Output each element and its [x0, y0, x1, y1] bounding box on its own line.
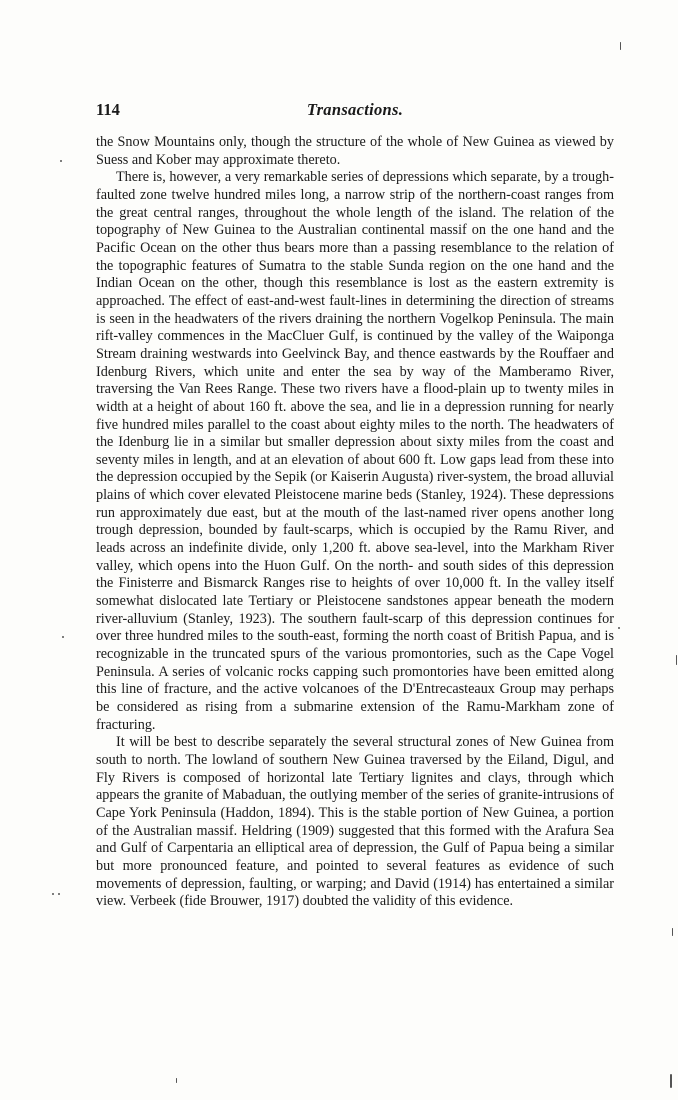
- page-number: 114: [96, 100, 120, 119]
- paragraph-continuation: the Snow Mountains only, though the structure of the whole of New Guinea as viewed by Suess and Kober may approximate thereto.: [96, 134, 614, 168]
- page-header: [96, 100, 614, 124]
- paragraph-structural-zones: It will be best to describe separately the several structural zones of New Guinea from south to north. The lowland of southern New Guinea traversed by the Eiland, Digul, and Fly Rivers is composed of horizontal late Tertiary lignites and clays, through which appears the granite of Mabaduan, the outlying member of the series of granite-intrusions of Cape York Peninsula (Haddon, 1894). This is the stable portion of New Guinea, a portion of the Australian massif. Heldring (1909) suggested that this formed with the Arafura Sea and Gulf of Carpentaria an elliptical area of depression, the Gulf of Papua being a similar but more pronounced feature, and pointed to several features as evidence of such movements of depression, faulting, or warping; and David (1914) has entertained a similar view. Verbeek (fide Brouwer, 1917) doubted the validity of this evidence.: [96, 734, 614, 910]
- body-text: [96, 134, 614, 911]
- running-title: Transactions.: [306, 100, 404, 119]
- paragraph-depressions: There is, however, a very remarkable series of depressions which separate, by a trough-faulted zone twelve hundred miles long, a narrow strip of the northern-coast ranges from the great central ranges, throughout the whole length of the island. The relation of the topography of New Guinea to the Australian continental massif on the one hand and the Pacific Ocean on the other thus bears more than a passing resemblance to the relation of the topographic features of Sumatra to the stable Sunda region on the one hand and the Indian Ocean on the other, though this resemblance is lost as the eastern extremity is approached. The effect of east-and-west fault-lines in determining the direction of streams is seen in the headwaters of the rivers draining the northern Vogelkop Peninsula. The main rift-valley commences in the MacCluer Gulf, is continued by the valley of the Waiponga Stream draining westwards into Geelvinck Bay, and thence eastwards by the Rouffaer and Idenburg Rivers, which unite and enter the sea by way of the Mamberamo River, traversing the Van Rees Range. These two rivers have a flood-plain up to twenty miles in width at a height of about 160 ft. above the sea, and lie in a depression running for nearly five hundred miles parallel to the coast about eighty miles to the north. The headwaters of the Idenburg lie in a similar but smaller depression about sixty miles from the coast and seventy miles in length, and at an elevation of about 600 ft. Low gaps lead from these into the depression occupied by the Sepik (or Kaiserin Augusta) river-system, the broad alluvial plains of which cover elevated Pleistocene marine beds (Stanley, 1924). These depressions run approximately due east, but at the mouth of the last-named river opens another long trough depression, bounded by fault-scarps, which is occupied by the Ramu River, and leads across an indefinite divide, only 1,200 ft. above sea-level, into the Markham River valley, which opens into the Huon Gulf. On the north- and south sides of this depression the Finisterre and Bismarck Ranges rise to heights of over 10,000 ft. In the valley itself somewhat dislocated late Tertiary or Pleistocene sandstones appear beneath the modern river-alluvium (Stanley, 1923). The southern fault-scarp of this depression continues for over three hundred miles to the south-east, forming the north coast of British Papua, and is recognizable in the truncated spurs of the various promontories, such as the Cape Vogel Peninsula. A series of volcanic rocks capping such promontories have been emitted along this line of fracture, and the active volcanoes of the D'Entrecasteaux Group may perhaps be considered as rising from a submarine extension of the Ramu-Markham zone of fracturing.: [96, 169, 614, 733]
